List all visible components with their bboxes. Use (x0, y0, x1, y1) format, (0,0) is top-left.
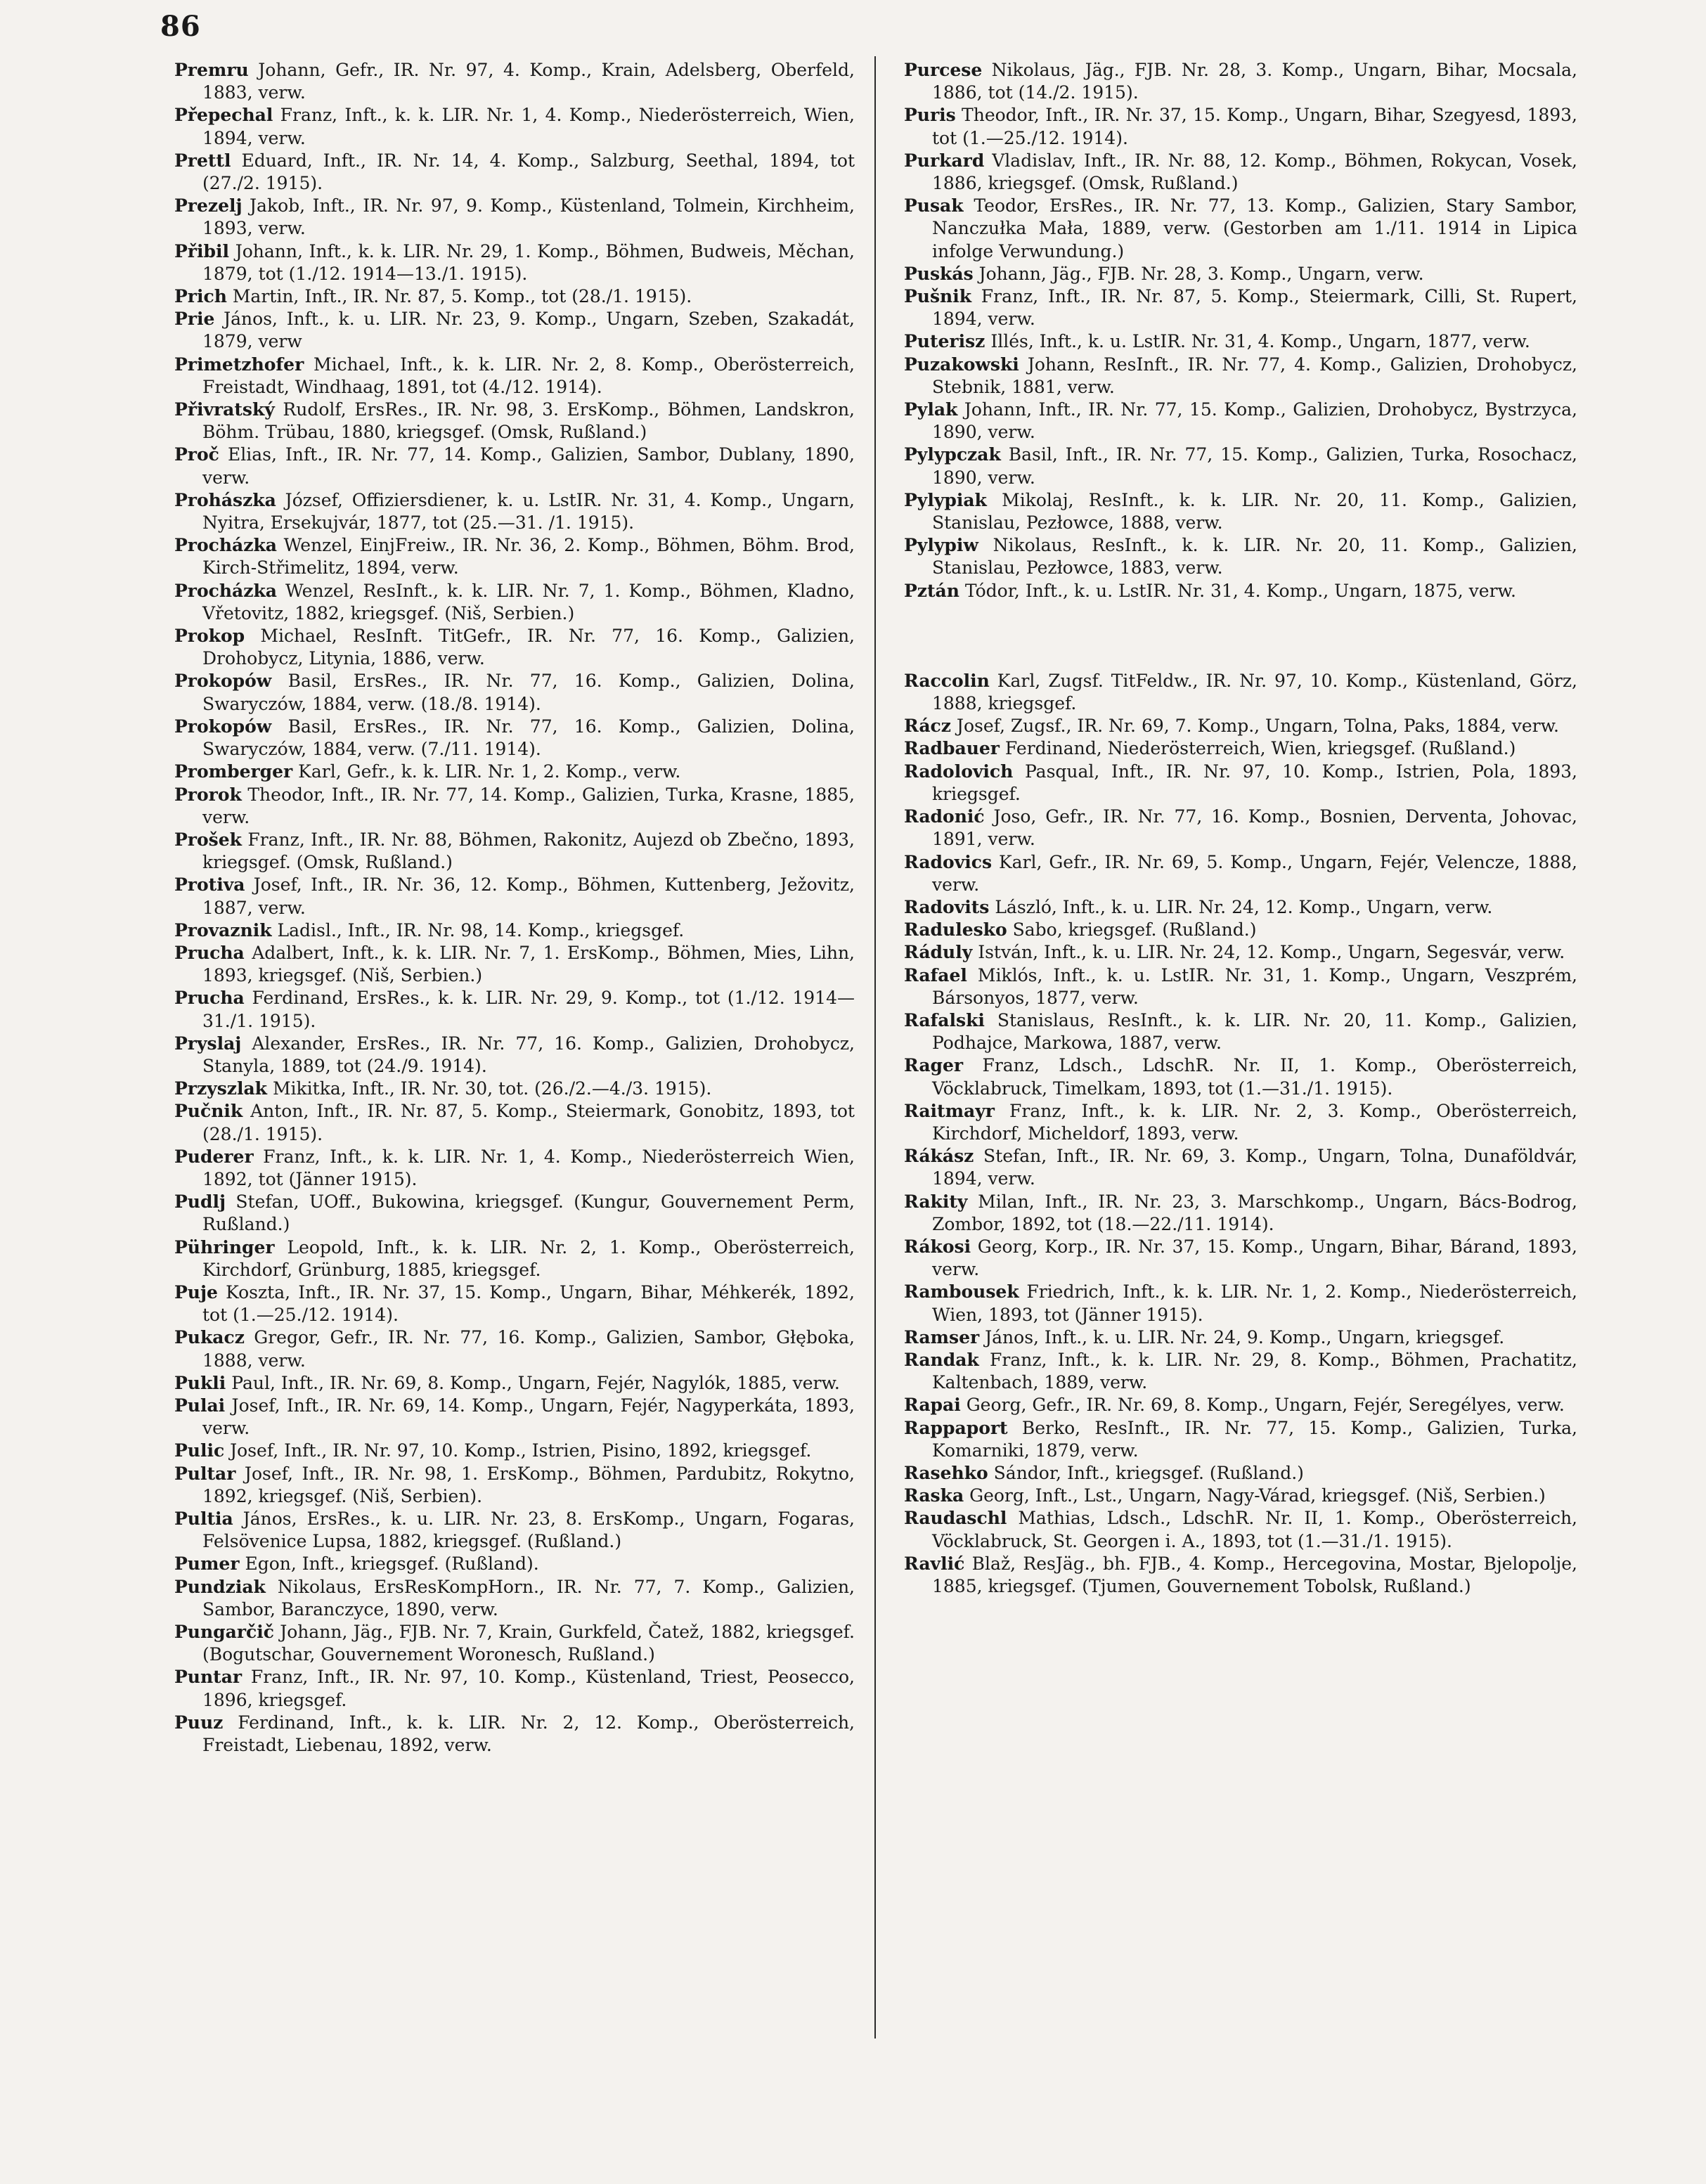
entry-surname: Puskás (904, 263, 974, 284)
section-gap (904, 602, 1577, 670)
entry-details: Eduard, Inft., IR. Nr. 14, 4. Komp., Salzburg, Seethal, 1894, tot (27./2. 1915). (202, 150, 855, 194)
entry-details: Johann, Gefr., IR. Nr. 97, 4. Komp., Krain, Adelsberg, Oberfeld, 1883, verw. (202, 60, 855, 103)
register-entry (174, 59, 855, 104)
register-entry (174, 1281, 855, 1326)
register-entry (174, 354, 855, 399)
register-entry (904, 1507, 1577, 1552)
entry-details: Karl, Gefr., k. k. LIR. Nr. 1, 2. Komp., verw. (298, 761, 681, 782)
register-entry (174, 784, 855, 829)
entry-surname: Puris (904, 105, 956, 126)
entry-surname: Prokopów (174, 671, 272, 692)
register-entry (174, 716, 855, 761)
register-entry (904, 1349, 1577, 1394)
column-divider (874, 56, 876, 2038)
entry-surname: Prokop (174, 626, 245, 647)
entry-details: Ferdinand, Niederösterreich, Wien, kriegsgef. (Rußland.) (1004, 738, 1516, 759)
register-entry (904, 399, 1577, 444)
entry-details: Milan, Inft., IR. Nr. 23, 3. Marschkomp., Ungarn, Bács-Bodrog, Zombor, 1892, tot (18.—22./11. 1914). (932, 1191, 1577, 1234)
register-entry (904, 330, 1577, 353)
register-entry (174, 1372, 855, 1395)
register-entry (174, 1033, 855, 1078)
entry-surname: Rapai (904, 1395, 961, 1416)
register-entry (904, 580, 1577, 602)
register-entry (904, 1009, 1577, 1054)
entry-surname: Puderer (174, 1146, 254, 1167)
entry-surname: Pryslaj (174, 1033, 242, 1054)
register-entry (174, 195, 855, 240)
register-entry (174, 1440, 855, 1462)
entry-details: Franz, Inft., k. k. LIR. Nr. 29, 8. Komp., Böhmen, Prachatitz, Kaltenbach, 1889, verw. (932, 1349, 1577, 1393)
register-entry (174, 1191, 855, 1236)
register-entry (904, 896, 1577, 919)
entry-details: Georg, Inft., Lst., Ungarn, Nagy-Várad, kriegsgef. (Niš, Serbien.) (969, 1485, 1546, 1506)
register-entry (174, 1100, 855, 1145)
register-entry (174, 308, 855, 353)
entry-surname: Protiva (174, 874, 245, 896)
entry-surname: Pultar (174, 1463, 236, 1484)
register-entry (174, 534, 855, 579)
entry-details: Tódor, Inft., k. u. LstIR. Nr. 31, 4. Komp., Ungarn, 1875, verw. (964, 580, 1516, 601)
entries-r-section (904, 670, 1577, 1598)
entry-surname: Procházka (174, 535, 277, 556)
entry-details: Karl, Gefr., IR. Nr. 69, 5. Komp., Ungarn, Fejér, Velencze, 1888, verw. (932, 851, 1577, 895)
entry-details: Gregor, Gefr., IR. Nr. 77, 16. Komp., Galizien, Sambor, Głęboka, 1888, verw. (202, 1327, 855, 1371)
entry-details: Nikolaus, ErsResKompHorn., IR. Nr. 77, 7. Komp., Galizien, Sambor, Baranczyce, 1890, verw. (202, 1576, 855, 1620)
register-entry (904, 941, 1577, 964)
register-entry (904, 1462, 1577, 1485)
entry-details: Joso, Gefr., IR. Nr. 77, 16. Komp., Bosnien, Derventa, Johovac, 1891, verw. (932, 806, 1577, 850)
entry-surname: Pulai (174, 1395, 226, 1416)
entry-surname: Prettl (174, 150, 231, 171)
entry-details: Johann, ResInft., IR. Nr. 77, 4. Komp., Galizien, Drohobycz, Stebnik, 1881, verw. (932, 354, 1577, 397)
entry-details: Rudolf, ErsRes., IR. Nr. 98, 3. ErsKomp., Böhmen, Landskron, Böhm. Trübau, 1880, kriegsgef. (Omsk, Rußland.) (202, 399, 855, 443)
page-number: 86 (160, 10, 201, 43)
entry-details: Sabo, kriegsgef. (Rußland.) (1012, 919, 1257, 941)
entry-surname: Raccolin (904, 670, 990, 691)
entry-surname: Raska (904, 1485, 964, 1506)
entry-surname: Radovics (904, 851, 993, 872)
entry-details: Mikitka, Inft., IR. Nr. 30, tot. (26./2.—4./3. 1915). (272, 1078, 712, 1099)
entry-details: Mathias, Ldsch., LdschR. Nr. II, 1. Komp., Oberösterreich, Vöcklabruck, St. Georgen i. A., 1893, tot (1.—31./1. 1915). (932, 1508, 1577, 1551)
register-entry (904, 59, 1577, 104)
entry-details: Franz, Inft., IR. Nr. 87, 5. Komp., Steiermark, Cilli, St. Rupert, 1894, verw. (932, 286, 1577, 330)
register-entry (904, 1145, 1577, 1190)
register-entry (174, 625, 855, 670)
register-entry (174, 1621, 855, 1666)
entry-surname: Prošek (174, 829, 242, 850)
right-column (904, 59, 1577, 1598)
entry-surname: Rappaport (904, 1417, 1008, 1438)
register-entry (174, 829, 855, 874)
entry-details: Franz, Ldsch., LdschR. Nr. II, 1. Komp., Oberösterreich, Vöcklabruck, Timelkam, 1893, tot (1.—31./1. 1915). (932, 1055, 1578, 1099)
register-entry (174, 1146, 855, 1191)
register-entry (174, 285, 855, 308)
entry-surname: Prie (174, 309, 215, 330)
entry-details: Georg, Korp., IR. Nr. 37, 15. Komp., Ungarn, Bihar, Bárand, 1893, verw. (932, 1236, 1577, 1280)
entry-surname: Puzakowski (904, 354, 1019, 375)
entry-details: Martin, Inft., IR. Nr. 87, 5. Komp., tot (28./1. 1915). (232, 286, 692, 307)
entry-details: Franz, Inft., k. k. LIR. Nr. 1, 4. Komp., Niederösterreich, Wien, 1894, verw. (202, 105, 855, 148)
register-entry (174, 150, 855, 195)
register-entry (904, 104, 1577, 149)
entry-details: Stefan, UOff., Bukowina, kriegsgef. (Kungur, Gouvernement Perm, Rußland.) (202, 1191, 855, 1235)
entry-details: Leopold, Inft., k. k. LIR. Nr. 2, 1. Komp., Oberösterreich, Kirchdorf, Grünburg, 1885, kriegsgef. (202, 1236, 855, 1280)
entry-surname: Puuz (174, 1712, 224, 1733)
register-entry (174, 1236, 855, 1281)
entry-surname: Pudlj (174, 1191, 226, 1213)
entry-surname: Primetzhofer (174, 354, 304, 375)
entry-surname: Radolovich (904, 761, 1014, 782)
entry-surname: Prohászka (174, 489, 276, 510)
entry-surname: Pungarčič (174, 1622, 274, 1643)
register-entry (904, 1417, 1577, 1462)
register-entry (174, 1553, 855, 1575)
entry-details: Miklós, Inft., k. u. LstIR. Nr. 31, 1. Komp., Ungarn, Veszprém, Bársonyos, 1877, verw. (932, 964, 1577, 1008)
entry-details: Franz, Inft., IR. Nr. 88, Böhmen, Rakonitz, Aujezd ob Zbečno, 1893, kriegsgef. (Omsk, Rußland.) (202, 829, 855, 873)
register-entry (174, 240, 855, 285)
register-entry (174, 987, 855, 1032)
entry-details: Egon, Inft., kriegsgef. (Rußland). (245, 1553, 539, 1575)
entry-surname: Puterisz (904, 331, 986, 352)
register-entry (904, 851, 1577, 896)
entry-surname: Rákász (904, 1146, 974, 1167)
entry-surname: Pulic (174, 1440, 225, 1461)
entry-surname: Rager (904, 1055, 964, 1076)
entry-surname: Radulesko (904, 919, 1007, 941)
entry-surname: Procházka (174, 580, 277, 601)
entry-surname: Premru (174, 60, 249, 80)
entry-surname: Prorok (174, 784, 242, 805)
entry-surname: Pultia (174, 1508, 233, 1529)
entry-surname: Prich (174, 286, 227, 307)
entry-details: Nikolaus, Jäg., FJB. Nr. 28, 3. Komp., Ungarn, Bihar, Mocsala, 1886, tot (14./2. 1915). (932, 60, 1577, 103)
entry-details: Josef, Inft., IR. Nr. 98, 1. ErsKomp., Böhmen, Pardubitz, Rokytno, 1892, kriegsgef. (Niš, Serbien). (202, 1463, 855, 1506)
entry-surname: Ravlić (904, 1553, 965, 1574)
entry-details: Pasqual, Inft., IR. Nr. 97, 10. Komp., Istrien, Pola, 1893, kriegsgef. (932, 761, 1577, 804)
entry-surname: Purkard (904, 150, 985, 171)
entry-surname: Promberger (174, 761, 293, 782)
register-entry (174, 874, 855, 919)
register-entry (174, 1463, 855, 1508)
entry-surname: Purcese (904, 60, 983, 80)
entry-surname: Pylypiw (904, 535, 978, 556)
entry-details: Jakob, Inft., IR. Nr. 97, 9. Komp., Küstenland, Tolmein, Kirchheim, 1893, verw. (202, 195, 855, 239)
entry-details: Johann, Jäg., FJB. Nr. 7, Krain, Gurkfeld, Čatež, 1882, kriegsgef. (Bogutschar, Gouvernement Woronesch, Rußland.) (202, 1622, 855, 1665)
entry-details: Alexander, ErsRes., IR. Nr. 77, 16. Komp., Galizien, Drohobycz, Stanyla, 1889, tot (24./9. 1914). (202, 1033, 855, 1076)
entry-details: Theodor, Inft., IR. Nr. 77, 14. Komp., Galizien, Turka, Krasne, 1885, verw. (202, 784, 855, 827)
entry-surname: Radonić (904, 806, 985, 827)
entry-details: Mikolaj, ResInft., k. k. LIR. Nr. 20, 11. Komp., Galizien, Stanislau, Pezłowce, 1888, verw. (932, 489, 1577, 534)
entry-details: Basil, ErsRes., IR. Nr. 77, 16. Komp., Galizien, Dolina, Swaryczów, 1884, verw. (18./8. 1914). (202, 671, 855, 714)
register-entry (904, 919, 1577, 941)
entry-details: Nikolaus, ResInft., k. k. LIR. Nr. 20, 11. Komp., Galizien, Stanislau, Pezłowce, 1883, verw. (932, 535, 1577, 579)
entry-surname: Przyszlak (174, 1078, 267, 1099)
entry-details: Illés, Inft., k. u. LstIR. Nr. 31, 4. Komp., Ungarn, 1877, verw. (990, 331, 1530, 352)
entry-details: Basil, ErsRes., IR. Nr. 77, 16. Komp., Galizien, Dolina, Swaryczów, 1884, verw. (7./11. 1914). (202, 716, 855, 760)
register-entry (904, 1236, 1577, 1281)
register-entry (904, 1553, 1577, 1598)
register-entry (904, 964, 1577, 1009)
register-entry (174, 104, 855, 149)
entry-details: Johann, Jäg., FJB. Nr. 28, 3. Komp., Ungarn, verw. (978, 263, 1424, 284)
entry-surname: Rakity (904, 1191, 968, 1212)
entry-details: Vladislav, Inft., IR. Nr. 88, 12. Komp., Böhmen, Rokycan, Vosek, 1886, kriegsgef. (Omsk, Rußland.) (932, 150, 1577, 194)
register-entry (904, 1281, 1577, 1326)
entry-details: István, Inft., k. u. LIR. Nr. 24, 12. Komp., Ungarn, Segesvár, verw. (978, 942, 1565, 963)
register-entry (174, 670, 855, 715)
entry-surname: Pusak (904, 195, 964, 217)
entry-details: József, Offiziersdiener, k. u. LstIR. Nr. 31, 4. Komp., Ungarn, Nyitra, Ersekujvár, 1877, tot (25.—31. /1. 1915). (202, 489, 855, 534)
entry-surname: Přibil (174, 240, 229, 261)
entry-details: János, Inft., k. u. LIR. Nr. 24, 9. Komp., Ungarn, kriegsgef. (985, 1326, 1505, 1348)
entry-details: Johann, Inft., k. k. LIR. Nr. 29, 1. Komp., Böhmen, Budweis, Měchan, 1879, tot (1./12. 1914—13./1. 1915). (202, 240, 855, 284)
register-entry (904, 150, 1577, 195)
entry-details: János, Inft., k. u. LIR. Nr. 23, 9. Komp., Ungarn, Szeben, Szakadát, 1879, verw (202, 309, 855, 352)
register-entry (904, 761, 1577, 806)
entry-details: Basil, Inft., IR. Nr. 77, 15. Komp., Galizien, Turka, Rosochacz, 1890, verw. (932, 444, 1577, 488)
register-entry (904, 489, 1577, 534)
entry-details: Wenzel, ResInft., k. k. LIR. Nr. 7, 1. Komp., Böhmen, Kladno, Vřetovitz, 1882, kriegsgef. (Niš, Serbien.) (202, 580, 855, 623)
entry-surname: Pztán (904, 580, 959, 601)
entry-surname: Raitmayr (904, 1100, 995, 1121)
entry-surname: Provaznik (174, 919, 272, 941)
entry-surname: Pučnik (174, 1101, 243, 1122)
entry-surname: Proč (174, 444, 219, 465)
entry-details: Georg, Gefr., IR. Nr. 69, 8. Komp., Ungarn, Fejér, Seregélyes, verw. (966, 1395, 1565, 1416)
entry-surname: Prucha (174, 988, 245, 1009)
register-entry (904, 806, 1577, 851)
entry-surname: Rasehko (904, 1462, 988, 1483)
entry-surname: Raudaschl (904, 1508, 1007, 1529)
entry-details: Elias, Inft., IR. Nr. 77, 14. Komp., Galizien, Sambor, Dublany, 1890, verw. (202, 444, 855, 488)
entry-details: Josef, Zugsf., IR. Nr. 69, 7. Komp., Ungarn, Tolna, Paks, 1884, verw. (956, 716, 1560, 737)
entry-surname: Pundziak (174, 1576, 266, 1597)
register-entry (904, 534, 1577, 579)
register-entry (174, 1395, 855, 1440)
entry-details: Friedrich, Inft., k. k. LIR. Nr. 1, 2. Komp., Niederösterreich, Wien, 1893, tot (Jänner 1915). (932, 1281, 1578, 1325)
entry-details: Johann, Inft., IR. Nr. 77, 15. Komp., Galizien, Drohobycz, Bystrzyca, 1890, verw. (932, 399, 1577, 443)
register-entry (904, 1485, 1577, 1507)
register-entry (174, 489, 855, 534)
entry-surname: Pukli (174, 1372, 226, 1393)
entry-surname: Přepechal (174, 105, 273, 126)
register-entry (904, 195, 1577, 263)
register-entry (174, 580, 855, 625)
entry-details: Franz, Inft., IR. Nr. 97, 10. Komp., Küstenland, Triest, Peosecco, 1896, kriegsgef. (202, 1667, 855, 1710)
entry-surname: Rafalski (904, 1009, 985, 1030)
register-entry (904, 1394, 1577, 1416)
entry-details: Franz, Inft., k. k. LIR. Nr. 2, 3. Komp., Oberösterreich, Kirchdorf, Micheldorf, 1893, verw. (932, 1100, 1577, 1144)
entry-surname: Pukacz (174, 1327, 245, 1348)
entry-details: László, Inft., k. u. LIR. Nr. 24, 12. Komp., Ungarn, verw. (995, 896, 1493, 917)
entry-details: Michael, Inft., k. k. LIR. Nr. 2, 8. Komp., Oberösterreich, Freistadt, Windhaag, 1891, tot (4./12. 1914). (202, 354, 855, 397)
entry-surname: Pühringer (174, 1236, 275, 1258)
entry-details: Franz, Inft., k. k. LIR. Nr. 1, 4. Komp., Niederösterreich Wien, 1892, tot (Jänner 1915). (202, 1146, 855, 1189)
register-entry (174, 444, 855, 489)
entry-surname: Přivratský (174, 399, 275, 420)
register-entry (904, 1054, 1577, 1099)
entry-surname: Pylak (904, 399, 958, 420)
entry-surname: Radovits (904, 896, 990, 917)
entry-surname: Rácz (904, 716, 951, 737)
entry-details: Josef, Inft., IR. Nr. 69, 14. Komp., Ungarn, Fejér, Nagyperkáta, 1893, verw. (202, 1395, 855, 1439)
entry-details: Stefan, Inft., IR. Nr. 69, 3. Komp., Ungarn, Tolna, Dunaföldvár, 1894, verw. (932, 1146, 1578, 1189)
register-entry (904, 444, 1577, 489)
entry-details: Stanislaus, ResInft., k. k. LIR. Nr. 20, 11. Komp., Galizien, Podhajce, Markowa, 1887, verw. (932, 1009, 1577, 1054)
entry-details: Michael, ResInft. TitGefr., IR. Nr. 77, 16. Komp., Galizien, Drohobycz, Litynia, 1886, verw. (202, 626, 855, 669)
entry-details: Anton, Inft., IR. Nr. 87, 5. Komp., Steiermark, Gonobitz, 1893, tot (28./1. 1915). (202, 1101, 855, 1144)
entries-p-section (904, 59, 1577, 602)
entry-surname: Pylypczak (904, 444, 1001, 465)
register-entry (174, 1576, 855, 1621)
register-entry (904, 670, 1577, 715)
entry-surname: Ráduly (904, 942, 973, 963)
register-entry (904, 1191, 1577, 1236)
entry-details: Ferdinand, Inft., k. k. LIR. Nr. 2, 12. Komp., Oberösterreich, Freistadt, Liebenau, 1892, verw. (202, 1712, 855, 1756)
register-entry (904, 1326, 1577, 1349)
entry-details: Ferdinand, ErsRes., k. k. LIR. Nr. 29, 9. Komp., tot (1./12. 1914—31./1. 1915). (202, 988, 855, 1031)
entry-surname: Prucha (174, 942, 245, 963)
register-entry (174, 942, 855, 987)
entry-surname: Prezelj (174, 195, 243, 217)
entry-details: Josef, Inft., IR. Nr. 97, 10. Komp., Istrien, Pisino, 1892, kriegsgef. (230, 1440, 812, 1461)
register-entry (174, 1078, 855, 1100)
entry-surname: Rafael (904, 964, 967, 986)
entry-details: Ladisl., Inft., IR. Nr. 98, 14. Komp., kriegsgef. (277, 919, 685, 941)
register-entry (174, 919, 855, 942)
entry-details: Paul, Inft., IR. Nr. 69, 8. Komp., Ungarn, Fejér, Nagylók, 1885, verw. (231, 1372, 840, 1393)
entry-details: Wenzel, EinjFreiw., IR. Nr. 36, 2. Komp., Böhmen, Böhm. Brod, Kirch-Střimelitz, 1894, verw. (202, 535, 855, 579)
register-entry (904, 737, 1577, 760)
entry-details: Koszta, Inft., IR. Nr. 37, 15. Komp., Ungarn, Bihar, Méhkerék, 1892, tot (1.—25./12. 1914). (202, 1281, 855, 1326)
entry-details: Teodor, ErsRes., IR. Nr. 77, 13. Komp., Galizien, Stary Sambor, Nanczułka Mała, 1889, verw. (Gestorben am 1./11. 1914 in Lipica infolge Verwundung.) (932, 195, 1577, 261)
entry-details: Josef, Inft., IR. Nr. 36, 12. Komp., Böhmen, Kuttenberg, Ježovitz, 1887, verw. (202, 874, 855, 918)
register-entry (904, 354, 1577, 399)
register-entry (904, 263, 1577, 285)
entry-details: Blaž, ResJäg., bh. FJB., 4. Komp., Hercegovina, Mostar, Bjelopolje, 1885, kriegsgef. (Tjumen, Gouvernement Tobolsk, Rußland.) (932, 1553, 1577, 1596)
entry-details: János, ErsRes., k. u. LIR. Nr. 23, 8. ErsKomp., Ungarn, Fogaras, Felsövenice Lupsa, 1882, kriegsgef. (Rußland.) (202, 1508, 855, 1552)
entry-details: Berko, ResInft., IR. Nr. 77, 15. Komp., Galizien, Turka, Komarniki, 1879, verw. (932, 1417, 1577, 1461)
entry-details: Adalbert, Inft., k. k. LIR. Nr. 7, 1. ErsKomp., Böhmen, Mies, Lihn, 1893, kriegsgef. (Niš, Serbien.) (202, 942, 855, 986)
register-entry (174, 399, 855, 444)
register-entry (904, 285, 1577, 330)
register-entry (174, 1666, 855, 1711)
entry-surname: Rambousek (904, 1281, 1019, 1303)
entry-surname: Pumer (174, 1553, 240, 1575)
entry-surname: Rákosi (904, 1236, 971, 1257)
register-entry (904, 1100, 1577, 1145)
entry-surname: Radbauer (904, 738, 1000, 759)
entry-surname: Prokopów (174, 716, 272, 737)
entry-surname: Pušnik (904, 286, 972, 307)
register-entry (174, 1712, 855, 1757)
entry-surname: Ramser (904, 1326, 980, 1348)
register-entry (174, 1326, 855, 1371)
entry-surname: Pylypiak (904, 489, 987, 510)
entry-surname: Puje (174, 1281, 218, 1303)
entry-details: Sándor, Inft., kriegsgef. (Rußland.) (993, 1462, 1304, 1483)
register-entry (174, 761, 855, 783)
register-entry (174, 1508, 855, 1553)
entry-surname: Puntar (174, 1667, 243, 1688)
entry-details: Theodor, Inft., IR. Nr. 37, 15. Komp., Ungarn, Bihar, Szegyesd, 1893, tot (1.—25./12. 1914). (932, 105, 1578, 148)
register-entry (904, 715, 1577, 737)
entry-surname: Randak (904, 1349, 979, 1370)
entry-details: Karl, Zugsf. TitFeldw., IR. Nr. 97, 10. Komp., Küstenland, Görz, 1888, kriegsgef. (932, 670, 1577, 714)
left-column (174, 59, 855, 1757)
